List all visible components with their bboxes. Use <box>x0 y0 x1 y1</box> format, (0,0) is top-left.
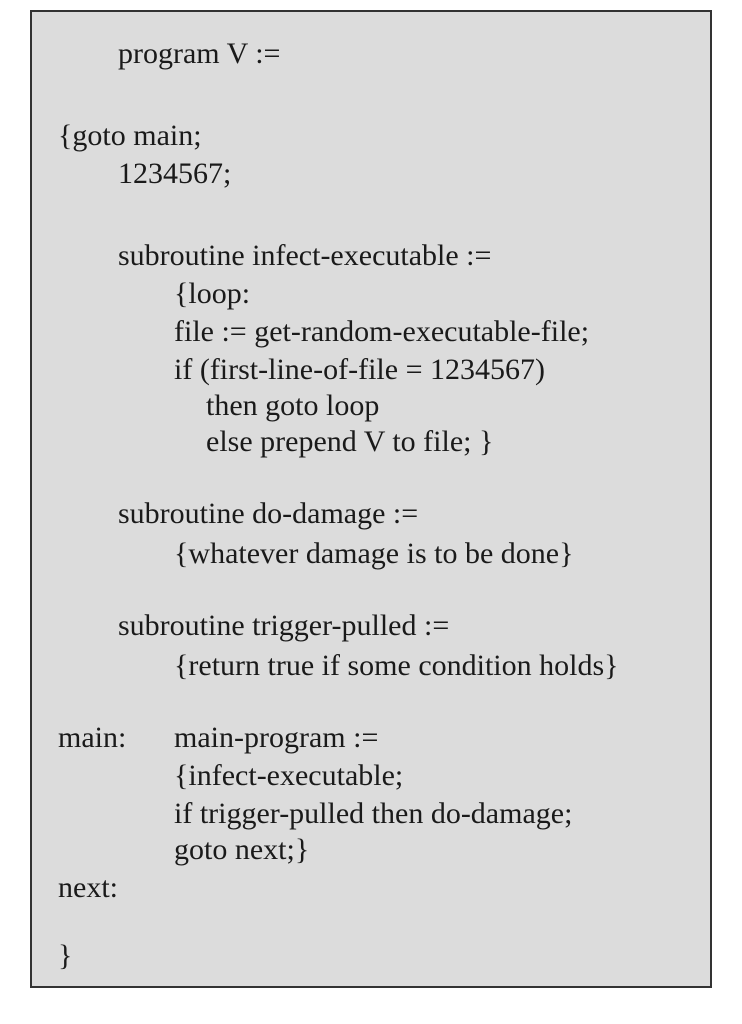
code-line-signature: 1234567; <box>118 157 232 190</box>
code-line-call-infect: {infect-executable; <box>174 759 404 792</box>
code-line-goto-main: {goto main; <box>58 119 202 152</box>
code-label-main: main: <box>58 721 127 754</box>
code-line-damage-header: subroutine do-damage := <box>118 497 419 530</box>
code-line-trigger-body: {return true if some condition holds} <box>174 649 619 682</box>
code-line-main-program: main-program := <box>174 721 379 754</box>
pseudocode-panel <box>30 10 712 988</box>
code-line-damage-body: {whatever damage is to be done} <box>174 537 574 570</box>
code-line-if-trigger: if trigger-pulled then do-damage; <box>174 797 573 830</box>
code-line-closing-brace: } <box>58 939 73 972</box>
code-line-infect-header: subroutine infect-executable := <box>118 239 492 272</box>
code-line-get-file: file := get-random-executable-file; <box>174 315 590 348</box>
code-line-program-header: program V := <box>118 37 281 70</box>
code-line-then-goto: then goto loop <box>206 389 380 422</box>
code-line-trigger-header: subroutine trigger-pulled := <box>118 609 450 642</box>
code-line-else-prepend: else prepend V to file; } <box>206 425 494 458</box>
code-line-loop-label: {loop: <box>174 277 251 310</box>
code-line-goto-next: goto next;} <box>174 833 310 866</box>
code-line-if-check: if (first-line-of-file = 1234567) <box>174 353 545 386</box>
code-label-next: next: <box>58 871 118 904</box>
